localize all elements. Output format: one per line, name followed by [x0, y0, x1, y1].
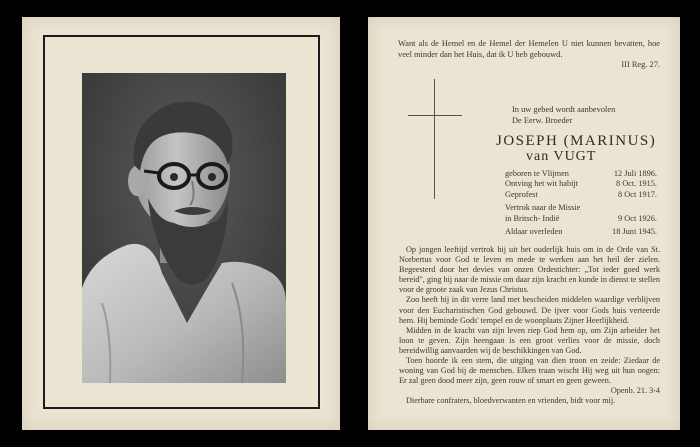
fact-row — [505, 214, 657, 224]
closing-line: Dierbare confraters, bloedverwanten en vrienden, bidt voor mij. — [406, 396, 616, 406]
fact-date: 8 Oct. 1915. — [615, 179, 657, 189]
fact-label: Ontving het wit habijt — [505, 179, 579, 189]
fact-row — [505, 190, 657, 200]
bio-paragraph-2: Zoo heeft hij in dit verre land met bescheiden middelen waardige verblijven voor den Eucharistischen God gebouwd. De ijver voor Gods huis verteerde hem. Hij beminde Gods' tempel en de woonplaats Zijner Heerlijkheid. — [399, 295, 660, 325]
portrait-photo — [82, 73, 286, 383]
cross-horizontal — [408, 115, 462, 116]
fact-date: 18 Juni 1945. — [612, 227, 657, 237]
epigraph-reference: III Reg. 27. — [621, 60, 660, 69]
bio-paragraph-1: Op jongen leeftijd vertrok hij uit het ouderlijk huis om in de Orde van St. Norbertus voor God te leven en mede te werken aan het heil der zielen. Begeesterd door het devies van onzen Ordestichter: „Tot ieder goed werk bereid", ging hij naar de missie om daar zijn kracht en kunde in dienst te stellen voor de groote zaak van Jezus Christus. — [399, 245, 660, 295]
life-facts — [505, 169, 657, 237]
fact-date: 8 Oct 1917. — [618, 189, 657, 199]
intro-line-1: In uw gebed wordt aanbevolen — [512, 105, 616, 114]
fact-label: in Britsch- Indië — [505, 213, 560, 223]
fact-date: 12 Juli 1896. — [613, 169, 657, 178]
biography — [399, 245, 660, 407]
fact-row — [505, 169, 657, 179]
epigraph-text: Want als de Hemel en de Hemel der Hemelen U niet kunnen bevatten, hoe veel minder dan het Huis, dat ik U heb gebouwd. — [398, 39, 660, 59]
memorial-text-card — [368, 17, 680, 430]
fact-row — [505, 203, 657, 213]
fact-row — [505, 179, 657, 189]
bio-scripture-reference: Openb. 21. 3-4 — [610, 386, 660, 396]
bio-paragraph-4: Toen hoorde ik een stem, die uitging van dien troon en zeide: Ziedaar de woning van God bij de menschen. Elken traan wischt Hij weg uit hun oogen: Er zal geen dood meer zijn, geen rouw of smart en geen geween. — [399, 356, 660, 386]
epigraph — [398, 39, 660, 71]
fact-label: geboren te Vlijmen — [505, 169, 569, 178]
fact-label: Geprofest — [505, 189, 538, 199]
portrait-illustration — [82, 73, 286, 383]
bio-paragraph-3: Midden in de kracht van zijn leven riep God hem op, om Zijn arbeider het loon te geven. Zijn heengaan is een groot verlies voor de missie, doch bereidwillig aanvaarden wij de beschikkingen van God. — [399, 325, 660, 355]
portrait-card — [22, 17, 340, 430]
deceased-surname: van VUGT — [526, 149, 597, 164]
intro-line-2: De Eerw. Broeder — [512, 116, 573, 125]
cross-vertical — [434, 79, 435, 199]
fact-date: 9 Oct 1926. — [618, 213, 657, 223]
fact-label: Aldaar overleden — [505, 227, 563, 237]
fact-row — [505, 227, 657, 237]
fact-label: Vertrok naar de Missie — [505, 203, 581, 213]
deceased-name: JOSEPH (MARINUS) — [496, 133, 657, 149]
